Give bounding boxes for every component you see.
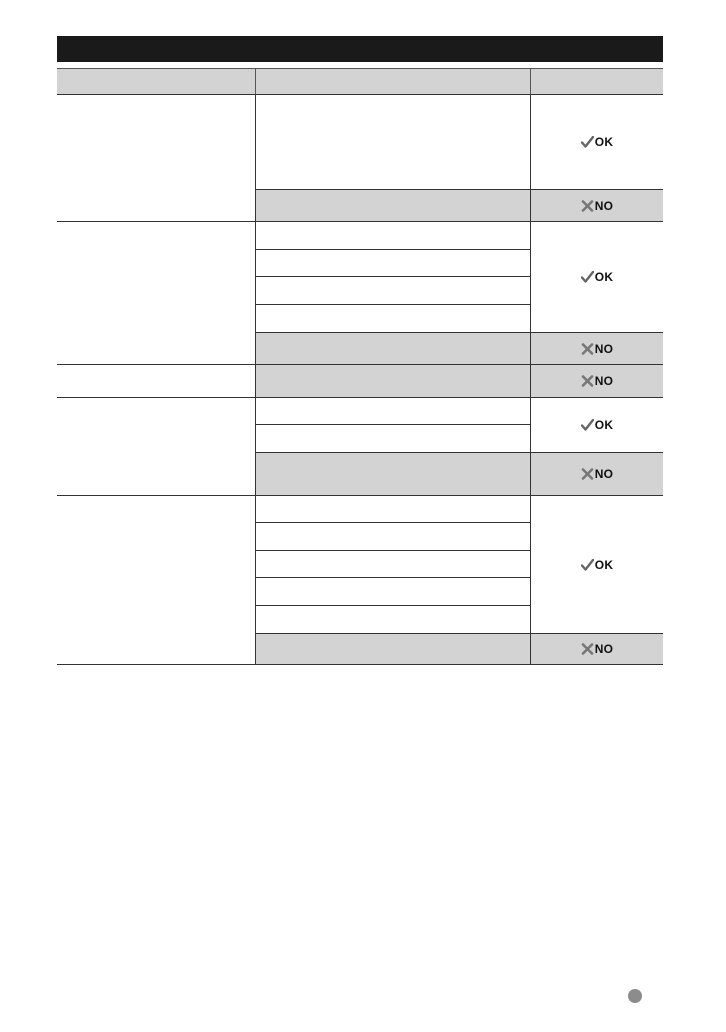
- check-icon: [581, 136, 594, 148]
- title-bar: [57, 36, 663, 62]
- header-cell-option: [255, 68, 530, 95]
- ok-label: OK: [594, 135, 614, 149]
- option-cell: [255, 398, 530, 425]
- no-status: [581, 467, 614, 481]
- option-cell: [255, 333, 530, 365]
- option-cell: [255, 95, 530, 190]
- page-number-marker: [628, 989, 642, 1003]
- cross-icon: [581, 468, 594, 480]
- option-cell: [255, 523, 530, 551]
- no-status: [581, 342, 614, 356]
- result-no: [530, 365, 663, 398]
- ok-label: OK: [594, 270, 614, 284]
- ok-status: [581, 558, 614, 572]
- ok-label: OK: [594, 557, 614, 572]
- cross-icon: [581, 200, 594, 212]
- no-label: NO: [594, 374, 614, 388]
- no-label: NO: [594, 467, 614, 481]
- option-cell: [255, 365, 530, 398]
- option-cell: [255, 425, 530, 453]
- check-icon: [581, 419, 594, 431]
- no-label: NO: [594, 198, 614, 213]
- result-ok: [530, 398, 663, 453]
- header-cell-category: [57, 68, 255, 95]
- no-status: [581, 642, 614, 656]
- cross-icon: [581, 375, 594, 387]
- option-cell: [255, 606, 530, 634]
- option-cell: [255, 250, 530, 277]
- option-cell: [255, 634, 530, 665]
- result-no: [530, 634, 663, 665]
- option-cell: [255, 222, 530, 250]
- category-cell: [57, 95, 255, 222]
- ok-status: [581, 270, 614, 284]
- category-cell: [57, 365, 255, 398]
- result-ok: [530, 496, 663, 634]
- result-ok: [530, 95, 663, 190]
- option-cell: [255, 496, 530, 523]
- option-cell: [255, 190, 530, 222]
- header-cell-result: [530, 68, 663, 95]
- option-cell: [255, 578, 530, 606]
- option-cell: [255, 453, 530, 496]
- ok-status: [581, 135, 614, 149]
- ok-label: OK: [594, 418, 614, 432]
- check-icon: [581, 559, 594, 571]
- option-cell: [255, 277, 530, 305]
- cross-icon: [581, 643, 594, 655]
- option-cell: [255, 551, 530, 578]
- result-ok: [530, 222, 663, 333]
- no-label: NO: [594, 642, 614, 656]
- result-no: [530, 190, 663, 222]
- category-cell: [57, 496, 255, 665]
- check-icon: [581, 271, 594, 283]
- ok-status: [581, 418, 614, 432]
- no-status: [581, 199, 614, 213]
- cross-icon: [581, 343, 594, 355]
- no-label: NO: [594, 341, 614, 356]
- result-no: [530, 333, 663, 365]
- option-cell: [255, 305, 530, 333]
- category-cell: [57, 398, 255, 496]
- result-no: [530, 453, 663, 496]
- no-status: [581, 374, 614, 388]
- category-cell: [57, 222, 255, 365]
